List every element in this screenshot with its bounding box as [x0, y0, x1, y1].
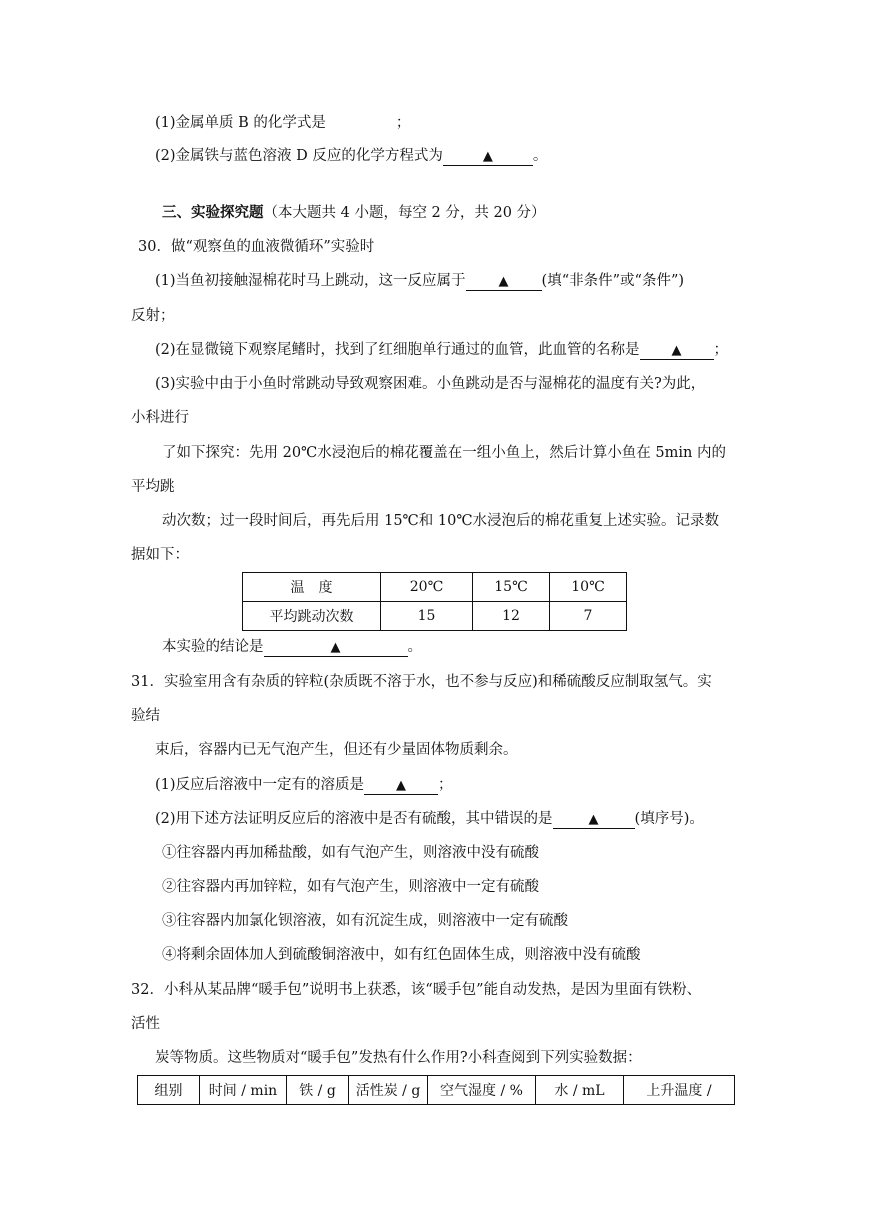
q31-option: ②往容器内再加锌粒，如有气泡产生，则溶液中一定有硫酸 — [162, 879, 539, 895]
q30-sub2: (2)在显微镜下观察尾鳍时，找到了红细胞单行通过的血管，此血管的名称是 ▲ ； — [155, 342, 729, 358]
answer-blank[interactable] — [553, 811, 635, 829]
q31-stem-line2: 验结 — [131, 708, 160, 724]
table-header-cell: 空气湿度 / % — [428, 1076, 536, 1105]
q30-sub1-cont: 反射； — [131, 308, 175, 324]
table-cell: 12 — [473, 602, 550, 631]
q30-conclusion: 本实验的结论是 ▲ 。 — [162, 639, 422, 655]
answer-blank[interactable] — [264, 639, 408, 657]
table-header-cell: 组别 — [138, 1076, 200, 1105]
q30-sub3-line6: 据如下： — [131, 547, 189, 563]
table-header-row — [138, 1076, 735, 1105]
table-cell: 温 度 — [243, 573, 381, 602]
table-header-cell: 铁 / g — [287, 1076, 349, 1105]
q31-option: ①往容器内再加稀盐酸，如有气泡产生，则溶液中没有硫酸 — [162, 845, 539, 861]
q30-sub3-line4: 平均跳 — [131, 479, 175, 495]
q31-sub1: (1)反应后溶液中一定有的溶质是 ▲ ； — [155, 777, 453, 793]
q30-sub3-line1: (3)实验中由于小鱼时常跳动导致观察困难。小鱼跳动是否与湿棉花的温度有关?为此， — [155, 376, 706, 392]
hand-warmer-table — [137, 1075, 735, 1105]
q32-stem-line3: 炭等物质。这些物质对“暖手包”发热有什么作用?小科查阅到下列实验数据： — [155, 1050, 642, 1066]
q30-sub3-line5: 动次数；过一段时间后，再先后用 15℃和 10℃水浸泡后的棉花重复上述实验。记录数 — [162, 513, 720, 529]
table-header-cell: 时间 / min — [200, 1076, 287, 1105]
table-header-cell: 上升温度 / — [624, 1076, 735, 1105]
table-cell: 15℃ — [473, 573, 550, 602]
triangle-marker: ▲ — [330, 640, 341, 655]
answer-blank[interactable] — [443, 148, 533, 166]
q29-sub1: (1)金属单质 B 的化学式是 ； — [155, 115, 411, 131]
q31-stem-line3: 束后，容器内已无气泡产生，但还有少量固体物质剩余。 — [155, 742, 518, 758]
section-heading: 三、实验探究题（本大题共 4 小题，每空 2 分，共 20 分） — [162, 204, 546, 221]
q30-stem: 30．做“观察鱼的血液微循环”实验时 — [138, 239, 375, 255]
q31-stem-line1: 31．实验室用含有杂质的锌粒(杂质既不溶于水，也不参与反应)和稀硫酸反应制取氢气。实 — [131, 674, 712, 690]
answer-blank[interactable] — [364, 777, 438, 795]
q31-option: ④将剩余固体加人到硫酸铜溶液中，如有红色固体生成，则溶液中没有硫酸 — [162, 947, 641, 963]
q30-sub1: (1)当鱼初接触湿棉花时马上跳动，这一反应属于 ▲ (填“非条件”或“条件”) — [155, 273, 685, 289]
q32-stem-line1: 32．小科从某品牌“暖手包”说明书上获悉，该“暖手包”能自动发热，是因为里面有铁粉、 — [131, 982, 702, 998]
table-row — [243, 573, 627, 602]
table-header-cell: 水 / mL — [536, 1076, 624, 1105]
triangle-marker: ▲ — [482, 149, 493, 164]
q29-sub2: (2)金属铁与蓝色溶液 D 反应的化学方程式为 ▲ 。 — [155, 148, 548, 164]
table-header-cell: 活性炭 / g — [349, 1076, 428, 1105]
triangle-marker: ▲ — [671, 343, 682, 358]
triangle-marker: ▲ — [396, 778, 407, 793]
triangle-marker: ▲ — [498, 274, 509, 289]
table-cell: 10℃ — [550, 573, 627, 602]
table-cell: 7 — [550, 602, 627, 631]
q30-sub3-line3: 了如下探究：先用 20℃水浸泡后的棉花覆盖在一组小鱼上，然后计算小鱼在 5min 内的 — [162, 445, 726, 461]
q30-sub3-line2: 小科进行 — [131, 410, 189, 426]
q31-option: ③往容器内加氯化钡溶液，如有沉淀生成，则溶液中一定有硫酸 — [162, 913, 568, 929]
answer-blank[interactable] — [640, 342, 714, 360]
table-cell: 平均跳动次数 — [243, 602, 381, 631]
triangle-marker: ▲ — [588, 812, 599, 827]
table-cell: 15 — [381, 602, 473, 631]
table-row — [243, 602, 627, 631]
table-cell: 20℃ — [381, 573, 473, 602]
temperature-table — [242, 572, 627, 631]
q31-sub2: (2)用下述方法证明反应后的溶液中是否有硫酸，其中错误的是 ▲ (填序号)。 — [155, 811, 704, 827]
answer-blank[interactable] — [466, 273, 542, 291]
q32-stem-line2: 活性 — [131, 1016, 160, 1032]
